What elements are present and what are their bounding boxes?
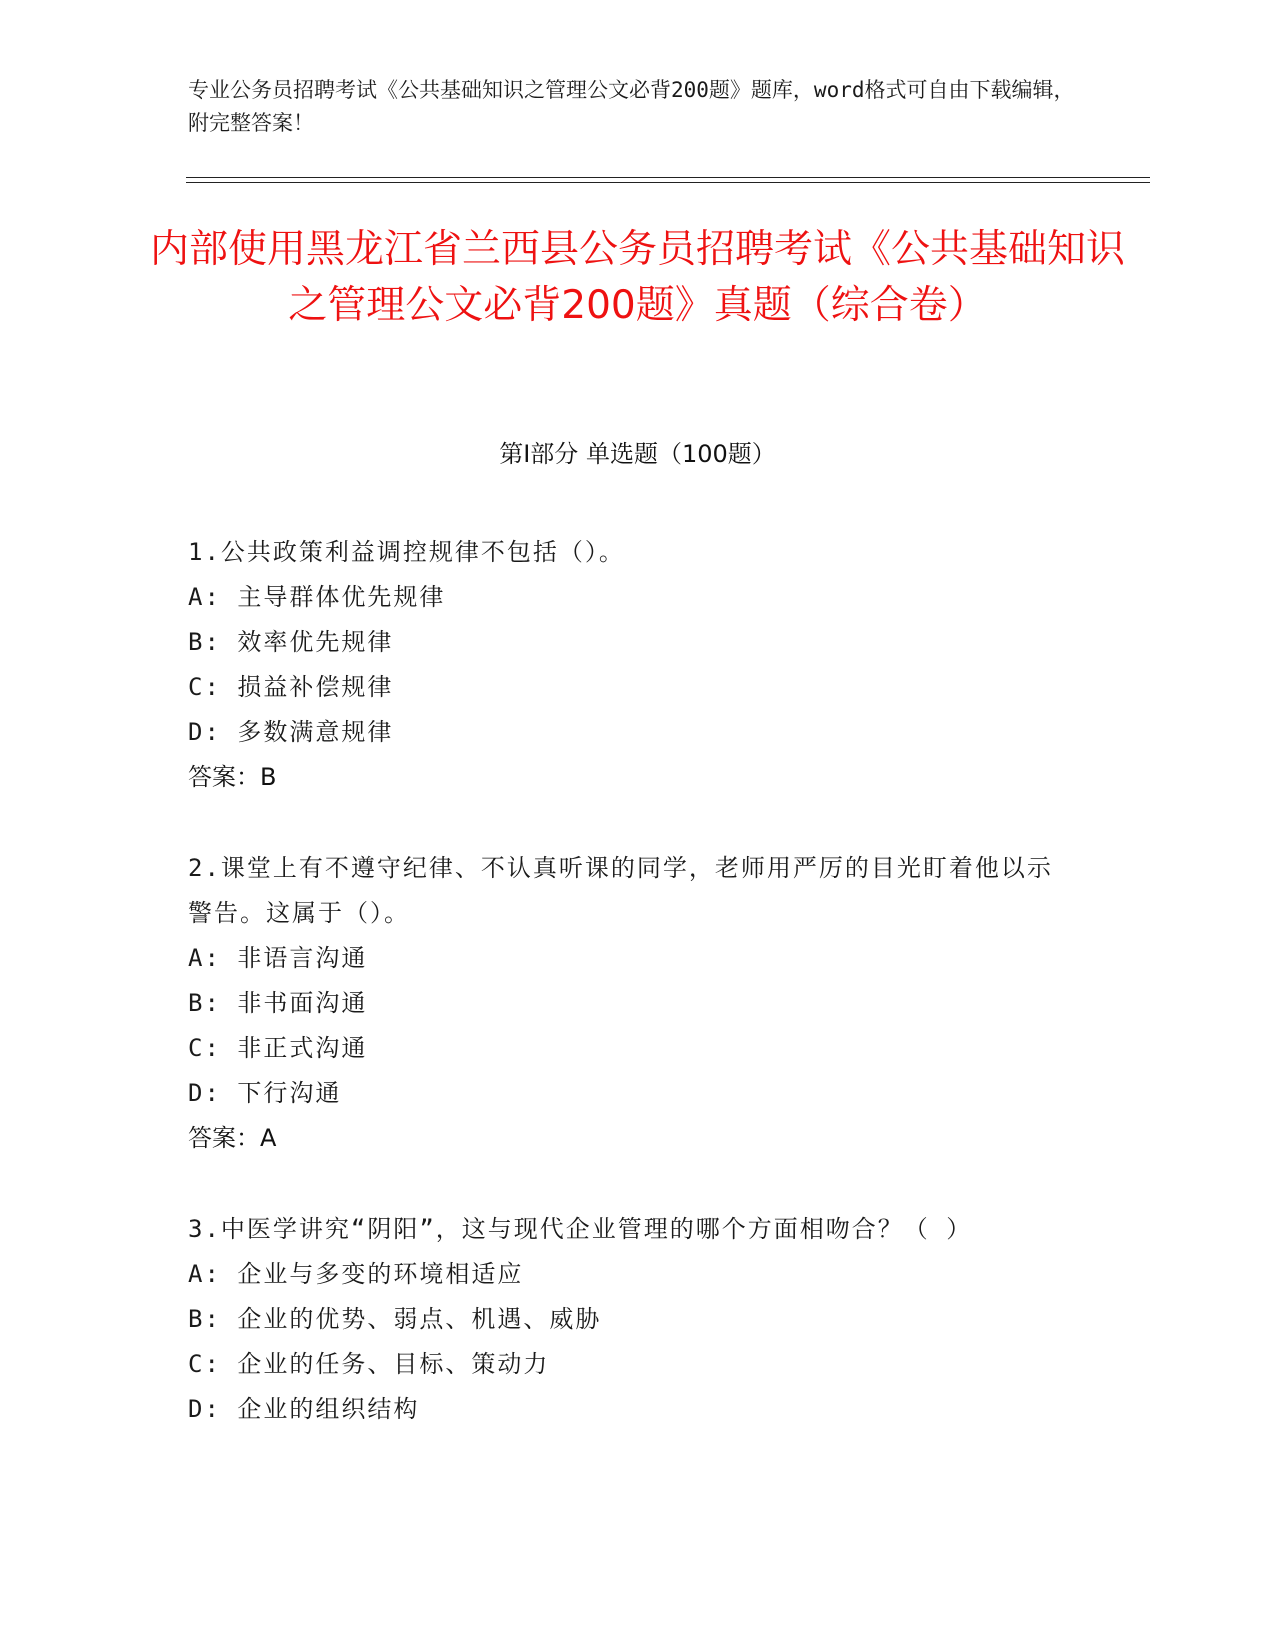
question-1 [188, 530, 1068, 800]
option-b: B: 非书面沟通 [188, 989, 368, 1017]
answer: 答案：A [188, 1124, 277, 1152]
header-rule-bottom [186, 182, 1150, 183]
document-title: 内部使用黑龙江省兰西县公务员招聘考试《公共基础知识之管理公文必背200题》真题（综合卷） [150, 227, 1126, 328]
option-c: C: 企业的任务、目标、策动力 [188, 1350, 550, 1378]
question-spacer [188, 1161, 1068, 1207]
option-d: D: 多数满意规律 [188, 718, 394, 746]
option-c: C: 非正式沟通 [188, 1034, 368, 1062]
option-a: A: 企业与多变的环境相适应 [188, 1260, 524, 1288]
option-a: A: 非语言沟通 [188, 944, 368, 972]
option-a: A: 主导群体优先规律 [188, 583, 446, 611]
question-3 [188, 1207, 1068, 1432]
answer: 答案：B [188, 763, 277, 791]
header-note: 专业公务员招聘考试《公共基础知识之管理公文必背200题》题库，word格式可自由下载编辑，附完整答案！ [188, 78, 1075, 135]
question-text: 3.中医学讲究“阴阳”，这与现代企业管理的哪个方面相吻合？（ ） [188, 1215, 973, 1243]
section-heading: 第Ⅰ部分 单选题（100题） [499, 440, 776, 468]
header-rule-top [186, 177, 1150, 178]
option-d: D: 企业的组织结构 [188, 1395, 420, 1423]
question-text: 1.公共政策利益调控规律不包括（）。 [188, 538, 625, 566]
question-text: 2.课堂上有不遵守纪律、不认真听课的同学，老师用严厉的目光盯着他以示警告。这属于（）。 [188, 854, 1053, 927]
question-list [188, 530, 1068, 1432]
option-b: B: 企业的优势、弱点、机遇、威胁 [188, 1305, 602, 1333]
option-d: D: 下行沟通 [188, 1079, 342, 1107]
question-spacer [188, 800, 1068, 846]
question-2 [188, 846, 1068, 1161]
option-b: B: 效率优先规律 [188, 628, 394, 656]
option-c: C: 损益补偿规律 [188, 673, 394, 701]
